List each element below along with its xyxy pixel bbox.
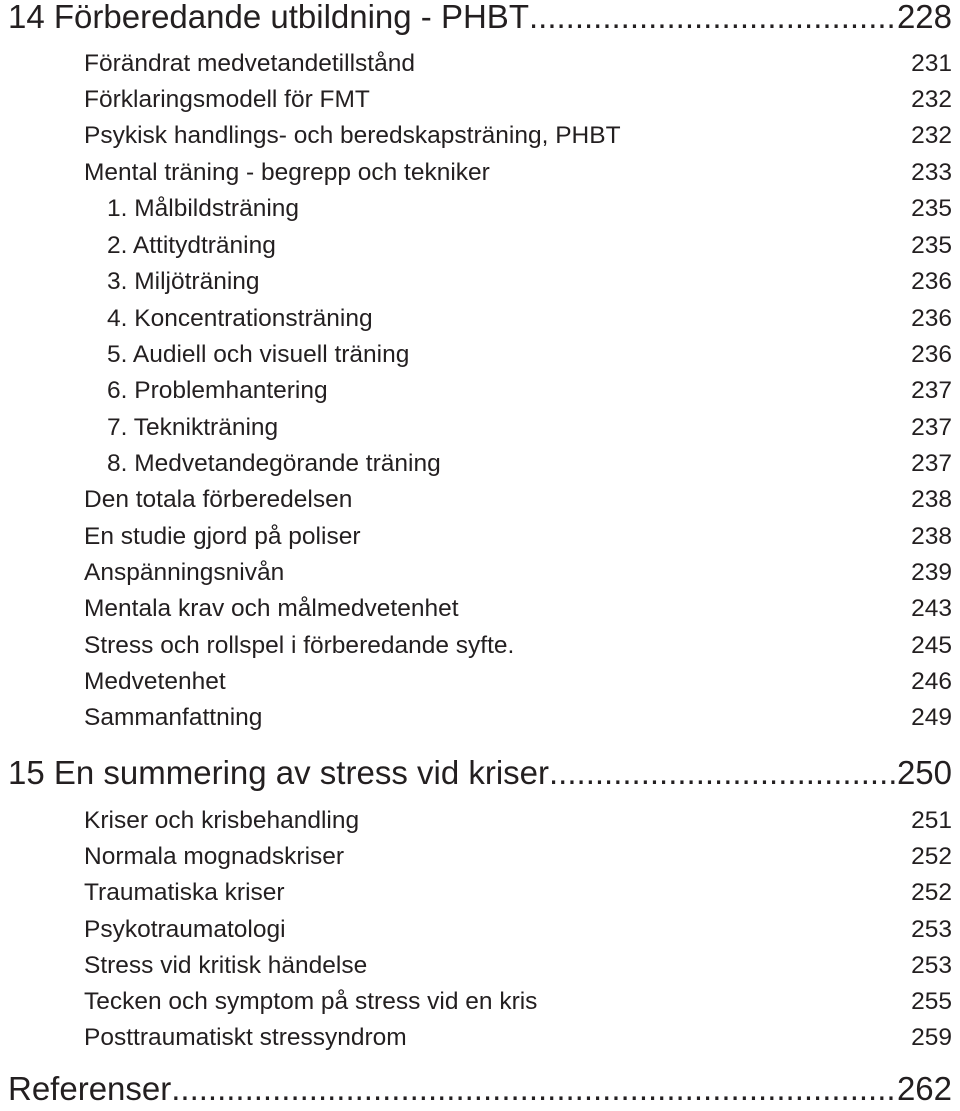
toc-subentry[interactable] <box>107 339 952 371</box>
entry-title: Förändrat medvetandetillstånd <box>84 50 415 77</box>
entry-title: Traumatiska kriser <box>84 879 285 906</box>
entry-title: Stress och rollspel i förberedande syfte. <box>84 632 515 659</box>
chapter-title: 14 Förberedande utbildning - PHBT <box>8 0 529 35</box>
toc-entry[interactable] <box>84 986 952 1018</box>
entry-page-number: 251 <box>911 807 952 834</box>
entry-page-number: 239 <box>911 559 952 586</box>
entry-page-number: 236 <box>911 341 952 368</box>
dot-leader <box>529 0 895 37</box>
toc-entry[interactable] <box>84 666 952 698</box>
chapter-14-heading[interactable] <box>8 0 952 37</box>
entry-title: Medvetenhet <box>84 668 226 695</box>
entry-title: En studie gjord på poliser <box>84 523 361 550</box>
entry-page-number: 238 <box>911 486 952 513</box>
toc-subentry[interactable] <box>107 412 952 444</box>
entry-title: Posttraumatiskt stressyndrom <box>84 1024 407 1051</box>
references-heading[interactable] <box>8 1069 952 1109</box>
entry-page-number: 259 <box>911 1024 952 1051</box>
entry-title: Normala mognadskriser <box>84 843 345 870</box>
toc-entry[interactable] <box>84 157 952 189</box>
entry-title: 2. Attitydträning <box>107 232 276 259</box>
toc-subentry[interactable] <box>107 303 952 335</box>
entry-title: Tecken och symptom på stress vid en kris <box>84 988 538 1015</box>
toc-subentry[interactable] <box>107 448 952 480</box>
entry-title: Anspänningsnivån <box>84 559 285 586</box>
toc-entry[interactable] <box>84 484 952 516</box>
toc-subentry[interactable] <box>107 266 952 298</box>
toc-entry[interactable] <box>84 877 952 909</box>
toc-entry[interactable] <box>84 841 952 873</box>
entry-title: Den totala förberedelsen <box>84 486 353 513</box>
chapter-page-number: 250 <box>896 754 952 791</box>
toc-subentry[interactable] <box>107 375 952 407</box>
entry-page-number: 232 <box>911 86 952 113</box>
entry-title: 6. Problemhantering <box>107 377 328 404</box>
chapter-title: 15 En summering av stress vid kriser <box>8 754 550 791</box>
entry-page-number: 238 <box>911 523 952 550</box>
toc-entry[interactable] <box>84 950 952 982</box>
entry-page-number: 235 <box>911 232 952 259</box>
entry-page-number: 252 <box>911 879 952 906</box>
toc-entry[interactable] <box>84 521 952 553</box>
references-title: Referenser <box>8 1070 172 1107</box>
entry-page-number: 237 <box>911 450 952 477</box>
entry-page-number: 249 <box>911 704 952 731</box>
entry-title: 3. Miljöträning <box>107 268 260 295</box>
toc-entry[interactable] <box>84 702 952 734</box>
references-page-number: 262 <box>896 1070 952 1107</box>
entry-title: 8. Medvetandegörande träning <box>107 450 441 477</box>
toc-entry[interactable] <box>84 1022 952 1054</box>
entry-title: Sammanfattning <box>84 704 263 731</box>
entry-title: Psykisk handlings- och beredskapsträning, PHBT <box>84 122 621 149</box>
entry-page-number: 237 <box>911 377 952 404</box>
dot-leader <box>171 1069 895 1109</box>
toc-entry[interactable] <box>84 914 952 946</box>
toc-entry[interactable] <box>84 557 952 589</box>
entry-title: 4. Koncentrationsträning <box>107 305 373 332</box>
toc-entry[interactable] <box>84 593 952 625</box>
entry-title: 7. Teknikträning <box>107 414 279 441</box>
entry-page-number: 253 <box>911 952 952 979</box>
entry-page-number: 253 <box>911 916 952 943</box>
entry-title: Mentala krav och målmedvetenhet <box>84 595 459 622</box>
entry-page-number: 246 <box>911 668 952 695</box>
entry-title: Stress vid kritisk händelse <box>84 952 368 979</box>
toc-entry[interactable] <box>84 84 952 116</box>
chapter-page-number: 228 <box>896 0 952 35</box>
toc-entry[interactable] <box>84 805 952 837</box>
entry-title: Psykotraumatologi <box>84 916 286 943</box>
toc-entry[interactable] <box>84 120 952 152</box>
entry-title: 5. Audiell och visuell träning <box>107 341 410 368</box>
toc-subentry[interactable] <box>107 193 952 225</box>
entry-title: Förklaringsmodell för FMT <box>84 86 370 113</box>
entry-page-number: 245 <box>911 632 952 659</box>
toc-entry[interactable] <box>84 48 952 80</box>
entry-page-number: 255 <box>911 988 952 1015</box>
entry-page-number: 237 <box>911 414 952 441</box>
entry-page-number: 236 <box>911 305 952 332</box>
chapter-15-heading[interactable] <box>8 753 952 793</box>
entry-page-number: 252 <box>911 843 952 870</box>
entry-page-number: 236 <box>911 268 952 295</box>
entry-page-number: 231 <box>911 50 952 77</box>
toc-entry[interactable] <box>84 630 952 662</box>
toc-subentry[interactable] <box>107 230 952 262</box>
entry-page-number: 233 <box>911 159 952 186</box>
entry-page-number: 243 <box>911 595 952 622</box>
entry-title: Kriser och krisbehandling <box>84 807 360 834</box>
entry-title: Mental träning - begrepp och tekniker <box>84 159 490 186</box>
entry-page-number: 232 <box>911 122 952 149</box>
entry-title: 1. Målbildsträning <box>107 195 300 222</box>
entry-page-number: 235 <box>911 195 952 222</box>
dot-leader <box>549 753 895 793</box>
